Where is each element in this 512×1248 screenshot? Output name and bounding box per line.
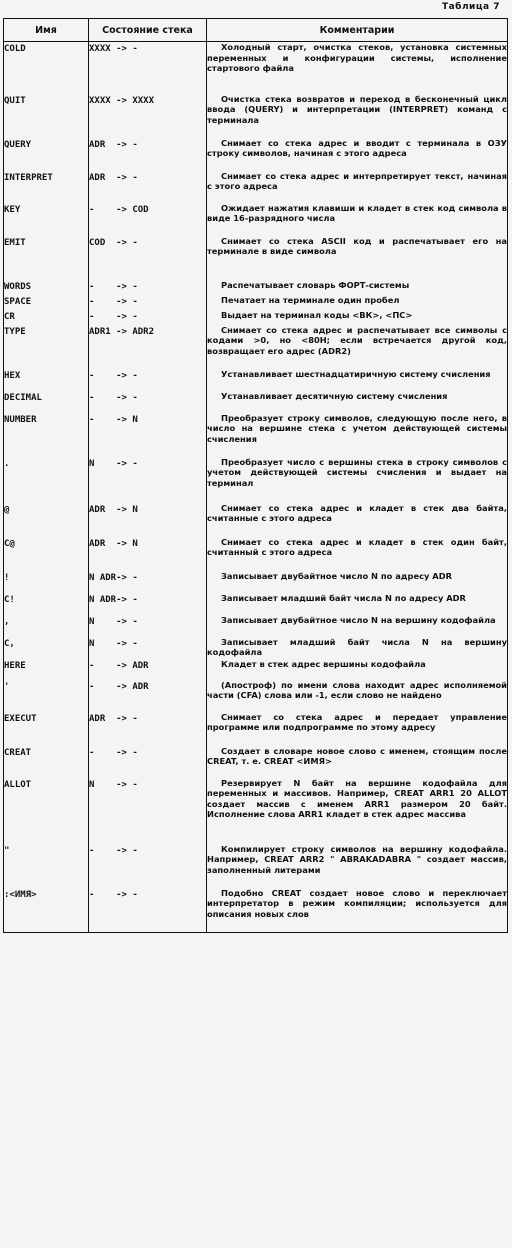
- word-name-text: C@: [4, 538, 15, 549]
- word-name: [4, 571, 89, 593]
- word-comment-text: Устанавливает десятичную систему счисления: [221, 390, 448, 401]
- stack-state-text: - -> -: [89, 747, 138, 758]
- word-name-text: C,: [4, 638, 15, 649]
- table-row: [4, 571, 508, 593]
- word-name-text: ": [4, 845, 10, 856]
- word-comment: [207, 42, 508, 94]
- stack-state: [89, 537, 207, 571]
- stack-state: [89, 680, 207, 712]
- word-name-text: :<ИМЯ>: [4, 889, 37, 900]
- word-name: [4, 369, 89, 391]
- word-comment-text: Компилирует строку символов на вершину кодофайла. Например, CREAT ARR2 " ABRAKADABRA " создает массив, заполненный литерами: [207, 843, 507, 875]
- word-comment: [207, 746, 508, 778]
- word-name-text: NUMBER: [4, 414, 37, 425]
- table-row: [4, 888, 508, 933]
- header-row: [4, 19, 508, 42]
- stack-state-text: - -> N: [89, 414, 138, 425]
- table-row: [4, 680, 508, 712]
- header-stack: Состояние стека: [89, 19, 207, 42]
- table-row: [4, 746, 508, 778]
- stack-state: [89, 280, 207, 295]
- word-comment-text: Ожидает нажатия клавиши и кладет в стек код символа в виде 16-разрядного числа: [207, 202, 507, 224]
- word-comment-text: Преобразует число с вершины стека в строку символов с учетом действующей системы счисления и выдает на терминал: [207, 456, 507, 488]
- word-comment: [207, 391, 508, 413]
- word-name: [4, 680, 89, 712]
- word-name-text: HERE: [4, 660, 26, 671]
- word-name-text: CR: [4, 311, 15, 322]
- word-name: [4, 280, 89, 295]
- stack-state-text: N -> -: [89, 616, 138, 627]
- word-name: [4, 888, 89, 933]
- word-name: [4, 310, 89, 325]
- word-name-text: @: [4, 504, 10, 515]
- word-comment-text: Снимает со стека адрес и кладет в стек два байта, считанные с этого адреса: [207, 502, 507, 524]
- word-comment: [207, 203, 508, 236]
- stack-state: [89, 593, 207, 615]
- word-comment: [207, 778, 508, 844]
- word-name: [4, 503, 89, 537]
- word-name: [4, 615, 89, 637]
- word-comment: [207, 844, 508, 888]
- table-row: [4, 413, 508, 457]
- word-comment-text: Устанавливает шестнадцатиричную систему счисления: [221, 368, 491, 379]
- word-comment-text: Записывает младший байт числа N на вершину кодофайла: [207, 636, 507, 658]
- word-name: [4, 637, 89, 659]
- word-comment-text: Очистка стека возвратов и переход в бесконечный цикл ввода (QUERY) и интерпретации (INTERPRET) команд с терминала: [207, 93, 507, 125]
- stack-state: [89, 391, 207, 413]
- word-name: [4, 203, 89, 236]
- word-comment: [207, 659, 508, 680]
- table-row: [4, 203, 508, 236]
- stack-state-text: - -> -: [89, 296, 138, 307]
- word-comment: [207, 280, 508, 295]
- word-name-text: .: [4, 458, 10, 469]
- word-comment-text: Записывает двубайтное число N по адресу ADR: [221, 570, 452, 581]
- word-name: [4, 457, 89, 503]
- word-name-text: EMIT: [4, 237, 26, 248]
- word-comment: [207, 571, 508, 593]
- word-comment: [207, 171, 508, 203]
- stack-state: [89, 310, 207, 325]
- word-name: [4, 712, 89, 746]
- stack-state-text: - -> ADR: [89, 681, 149, 692]
- word-comment-text: Снимает со стека адрес и распечатывает все символы с кодами >0, но <80Н; если встречается другой код, возвращает его адрес (ADR2): [207, 324, 507, 356]
- word-comment-text: Преобразует строку символов, следующую после него, в число на вершине стека с учетом действующей системы счисления: [207, 412, 507, 444]
- stack-state: [89, 295, 207, 310]
- word-name-text: ': [4, 681, 10, 692]
- word-comment: [207, 457, 508, 503]
- word-name-text: SPACE: [4, 296, 32, 307]
- word-name-text: WORDS: [4, 281, 32, 292]
- table-row: [4, 369, 508, 391]
- table-row: [4, 712, 508, 746]
- table-row: [4, 659, 508, 680]
- table-row: [4, 171, 508, 203]
- table-row: [4, 778, 508, 844]
- table-row: [4, 236, 508, 280]
- stack-state-text: - -> -: [89, 311, 138, 322]
- table-row: [4, 457, 508, 503]
- word-comment-text: Снимает со стека адрес и кладет в стек один байт, считанный с этого адреса: [207, 536, 507, 558]
- stack-state: [89, 457, 207, 503]
- table-row: [4, 615, 508, 637]
- word-comment-text: Печатает на терминале один пробел: [221, 294, 400, 305]
- word-comment: [207, 615, 508, 637]
- stack-state: [89, 637, 207, 659]
- stack-state: [89, 171, 207, 203]
- stack-state-text: ADR -> N: [89, 538, 138, 549]
- word-name-text: ,: [4, 616, 10, 627]
- word-comment-text: (Апостроф) по имени слова находит адрес исполняемой части (CFA) слова или -1, если слово не найдено: [207, 679, 507, 701]
- word-comment: [207, 888, 508, 933]
- word-comment-text: Снимает со стека адрес и передает управление программе или подпрограмме по этому адресу: [207, 711, 507, 733]
- word-comment: [207, 537, 508, 571]
- word-name: [4, 778, 89, 844]
- word-comment: [207, 593, 508, 615]
- table-row: [4, 295, 508, 310]
- stack-state-text: N -> -: [89, 779, 138, 790]
- header-comment: Комментарии: [207, 19, 508, 42]
- word-comment: [207, 236, 508, 280]
- word-name: [4, 659, 89, 680]
- word-name-text: QUIT: [4, 95, 26, 106]
- word-name-text: CREAT: [4, 747, 32, 758]
- word-name: [4, 171, 89, 203]
- word-comment-text: Кладет в стек адрес вершины кодофайла: [221, 658, 426, 669]
- word-comment: [207, 138, 508, 171]
- word-comment-text: Снимает со стека адрес и вводит с терминала в ОЗУ строку символов, начиная с этого адреса: [207, 137, 507, 159]
- stack-state: [89, 369, 207, 391]
- stack-state: [89, 659, 207, 680]
- word-comment-text: Создает в словаре новое слово с именем, стоящим после CREAT, т. е. CREAT <ИМЯ>: [207, 745, 507, 767]
- word-comment-text: Снимает со стека ASCII код и распечатывает его на терминале в виде символа: [207, 235, 507, 257]
- stack-state-text: - -> -: [89, 370, 138, 381]
- stack-state-text: N ADR-> -: [89, 572, 138, 583]
- stack-state: [89, 888, 207, 933]
- stack-state: [89, 236, 207, 280]
- word-name: [4, 593, 89, 615]
- word-name-text: !: [4, 572, 10, 583]
- word-comment-text: Резервирует N байт на вершине кодофайла для переменных и массивов. Например, CREAT ARR1 20 ALLOT создает массив с именем ARR1 размером 20 байт. Исполнение слова ARR1 кладет в стек адрес массива: [207, 777, 507, 820]
- stack-state: [89, 94, 207, 138]
- word-name-text: KEY: [4, 204, 21, 215]
- word-name: [4, 325, 89, 369]
- header-name: Имя: [4, 19, 89, 42]
- forth-words-table: [3, 18, 508, 933]
- word-name: [4, 746, 89, 778]
- stack-state-text: - -> -: [89, 889, 138, 900]
- word-comment: [207, 712, 508, 746]
- word-name: [4, 413, 89, 457]
- stack-state-text: - -> -: [89, 281, 138, 292]
- word-name: [4, 537, 89, 571]
- word-name: [4, 295, 89, 310]
- stack-state-text: ADR1 -> ADR2: [89, 326, 155, 337]
- word-comment-text: Холодный старт, очистка стеков, установка системных переменных и конфигурации системы, исполнение стартового файла: [207, 42, 507, 74]
- word-name: [4, 844, 89, 888]
- word-comment: [207, 503, 508, 537]
- table-body: [4, 42, 508, 933]
- word-name: [4, 94, 89, 138]
- word-name-text: COLD: [4, 44, 26, 54]
- stack-state: [89, 138, 207, 171]
- table-row: [4, 593, 508, 615]
- word-name-text: HEX: [4, 370, 21, 381]
- word-comment: [207, 369, 508, 391]
- word-name-text: INTERPRET: [4, 172, 53, 183]
- word-comment: [207, 295, 508, 310]
- word-comment: [207, 413, 508, 457]
- word-comment-text: Распечатывает словарь ФОРТ-системы: [221, 279, 410, 290]
- word-comment: [207, 94, 508, 138]
- word-name-text: C!: [4, 594, 15, 605]
- word-comment: [207, 325, 508, 369]
- word-comment-text: Записывает двубайтное число N на вершину кодофайла: [221, 614, 496, 625]
- table-row: [4, 42, 508, 94]
- stack-state: [89, 503, 207, 537]
- stack-state-text: XXXX -> XXXX: [89, 95, 155, 106]
- stack-state-text: ADR -> -: [89, 139, 138, 150]
- word-name-text: ALLOT: [4, 779, 32, 790]
- stack-state-text: ADR -> -: [89, 713, 138, 724]
- table-row: [4, 637, 508, 659]
- stack-state-text: COD -> -: [89, 237, 138, 248]
- stack-state: [89, 712, 207, 746]
- table-row: [4, 503, 508, 537]
- stack-state: [89, 42, 207, 94]
- stack-state: [89, 746, 207, 778]
- table-row: [4, 280, 508, 295]
- table-row: [4, 94, 508, 138]
- stack-state-text: N -> -: [89, 458, 138, 469]
- stack-state-text: - -> -: [89, 845, 138, 856]
- table-caption: Таблица 7: [441, 2, 500, 12]
- stack-state-text: - -> ADR: [89, 660, 149, 671]
- table-row: [4, 325, 508, 369]
- word-name: [4, 236, 89, 280]
- word-comment: [207, 637, 508, 659]
- word-comment-text: Снимает со стека адрес и интерпретирует текст, начиная с этого адреса: [207, 170, 507, 192]
- stack-state: [89, 325, 207, 369]
- word-name: [4, 391, 89, 413]
- word-name: [4, 42, 89, 94]
- stack-state: [89, 571, 207, 593]
- word-name-text: QUERY: [4, 139, 32, 150]
- stack-state-text: N ADR-> -: [89, 594, 138, 605]
- stack-state-text: - -> COD: [89, 204, 149, 215]
- word-name-text: EXECUT: [4, 713, 37, 724]
- stack-state-text: XXXX -> -: [89, 44, 138, 54]
- stack-state: [89, 203, 207, 236]
- stack-state-text: N -> -: [89, 638, 138, 649]
- stack-state: [89, 778, 207, 844]
- stack-state: [89, 615, 207, 637]
- word-name-text: DECIMAL: [4, 392, 42, 403]
- table-row: [4, 310, 508, 325]
- stack-state: [89, 413, 207, 457]
- word-name: [4, 138, 89, 171]
- stack-state: [89, 844, 207, 888]
- word-comment-text: Выдает на терминал коды <ВК>, <ПС>: [221, 309, 413, 320]
- table-row: [4, 138, 508, 171]
- word-comment-text: Записывает младший байт числа N по адресу ADR: [221, 592, 466, 603]
- stack-state-text: ADR -> -: [89, 172, 138, 183]
- table-row: [4, 391, 508, 413]
- table-row: [4, 844, 508, 888]
- stack-state-text: ADR -> N: [89, 504, 138, 515]
- word-comment: [207, 680, 508, 712]
- word-name-text: TYPE: [4, 326, 26, 337]
- table-row: [4, 537, 508, 571]
- word-comment: [207, 310, 508, 325]
- stack-state-text: - -> -: [89, 392, 138, 403]
- word-comment-text: Подобно CREAT создает новое слово и переключает интерпретатор в режим компиляции; используется для описания новых слов: [207, 887, 507, 919]
